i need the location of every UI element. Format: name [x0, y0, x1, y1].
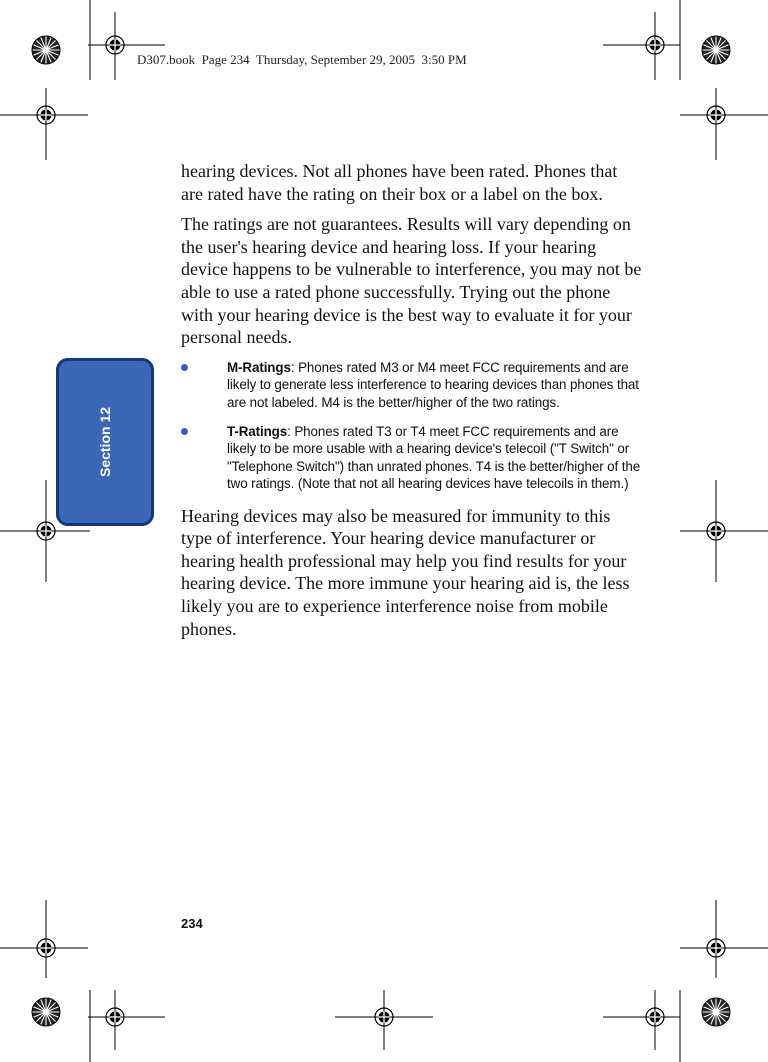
bullet-term: M-Ratings: [227, 359, 291, 375]
bullet-text: : Phones rated M3 or M4 meet FCC requirements and are likely to generate less interference to hearing devices than phones that are not labeled. M4 is the better/higher of the two ratings.: [227, 359, 639, 410]
page-content: [181, 160, 643, 648]
print-slug-header: D307.book Page 234 Thursday, September 29, 2005 3:50 PM: [137, 52, 467, 67]
list-item-t-ratings: [181, 423, 643, 493]
section-tab: [56, 358, 154, 526]
closing-paragraph: Hearing devices may also be measured for immunity to this type of interference. Your hearing device manufacturer or hearing health professional may help you find results for your hearing device. The more immune your hearing aid is, the less likely you are to experience interference noise from mobile phones.: [181, 505, 630, 639]
body-paragraph: hearing devices. Not all phones have been rated. Phones that are rated have the rating on their box or a label on the box.: [181, 161, 618, 204]
page-number: 234: [181, 916, 203, 931]
bullet-icon: [181, 364, 188, 371]
list-item-m-ratings: [181, 359, 643, 411]
section-tab-label: Section 12: [97, 406, 113, 478]
bullet-icon: [181, 428, 188, 435]
bullet-text: : Phones rated T3 or T4 meet FCC requirements and are likely to be more usable with a hearing device's telecoil ("T Switch" or "Telephone Switch") than unrated phones. T4 is the better/higher of the two ratings. (Note that not all hearing devices have telecoils in them.): [227, 423, 641, 492]
body-paragraph: The ratings are not guarantees. Results will vary depending on the user's hearing device and hearing loss. If your hearing device happens to be vulnerable to interference, you may not be able to use a rated phone successfully. Trying out the phone with your hearing device is the best way to evaluate it for your personal needs.: [181, 214, 642, 348]
bullet-term: T-Ratings: [227, 423, 288, 439]
ratings-list: [181, 359, 643, 493]
